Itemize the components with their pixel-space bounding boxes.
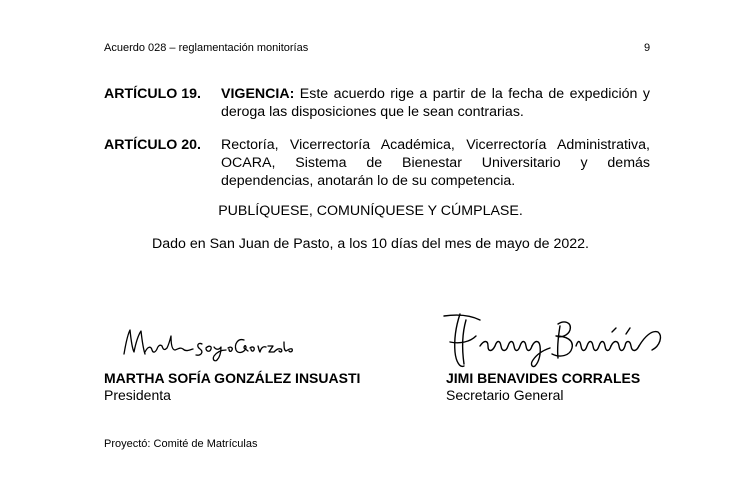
article-text: Rectoría, Vicerrectoría Académica, Vicerrectoría Administrativa, OCARA, Sistema de Bienestar Universitario y demás dependencias, anotarán lo de su competencia. bbox=[221, 137, 650, 189]
article-body bbox=[221, 136, 650, 190]
document-header-title: Acuerdo 028 – reglamentación monitorías bbox=[104, 42, 309, 54]
page-number: 9 bbox=[644, 42, 651, 54]
proyecto-note: Proyectó: Comité de Matrículas bbox=[104, 438, 258, 450]
publiquese-line: PUBLÍQUESE, COMUNÍQUESE Y CÚMPLASE. bbox=[218, 203, 523, 219]
signatory-name: MARTHA SOFÍA GONZÁLEZ INSUASTI bbox=[104, 370, 361, 386]
signatory-jimi bbox=[446, 370, 640, 404]
dado-line: Dado en San Juan de Pasto, a los 10 días del mes de mayo de 2022. bbox=[152, 236, 589, 252]
article-number: ARTÍCULO 20. bbox=[104, 137, 201, 153]
signatory-role: Secretario General bbox=[446, 387, 564, 403]
article-lead: VIGENCIA: bbox=[221, 86, 295, 102]
signature-jimi bbox=[440, 306, 665, 374]
article-body bbox=[221, 85, 650, 121]
signatory-name: JIMI BENAVIDES CORRALES bbox=[446, 370, 641, 386]
signatory-martha bbox=[104, 370, 360, 404]
signature-martha bbox=[118, 322, 298, 364]
article-number: ARTÍCULO 19. bbox=[104, 86, 201, 102]
article-text: Este acuerdo rige a partir de la fecha de expedición y deroga las disposiciones que le sean contrarias. bbox=[221, 86, 650, 120]
signatory-role: Presidenta bbox=[104, 387, 171, 403]
